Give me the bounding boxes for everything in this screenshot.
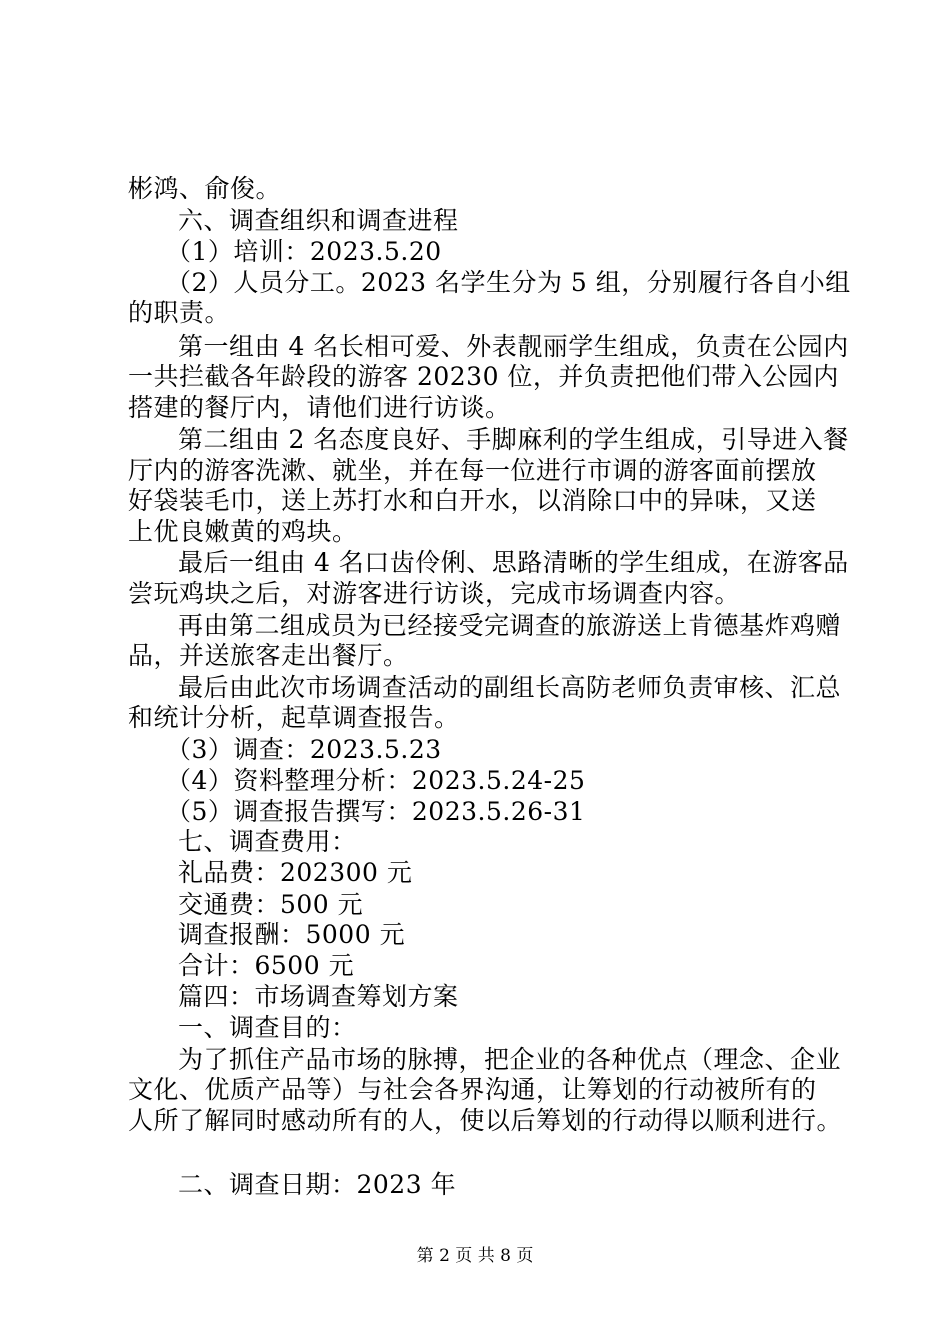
text-line: 礼品费：202300 元 — [178, 858, 413, 887]
text-line: （5）调查报告撰写：2023.5.26-31 — [166, 797, 586, 826]
text-line: 搭建的餐厅内，请他们进行访谈。 — [128, 393, 511, 422]
text-line: 文化、优质产品等）与社会各界沟通，让筹划的行动被所有的 — [128, 1075, 817, 1104]
text-line: 最后一组由 4 名口齿伶俐、思路清晰的学生组成，在游客品 — [178, 548, 849, 577]
text-line: 的职责。 — [128, 298, 231, 327]
text-line: 人所了解同时感动所有的人，使以后筹划的行动得以顺利进行。 — [128, 1106, 843, 1135]
text-line: 彬鸿、俞俊。 — [128, 174, 282, 203]
text-line: （4）资料整理分析：2023.5.24-25 — [166, 766, 586, 795]
text-line: 尝玩鸡块之后，对游客进行访谈，完成市场调查内容。 — [128, 579, 741, 608]
text-line: 为了抓住产品市场的脉搏，把企业的各种优点（理念、企业 — [178, 1045, 842, 1074]
section-heading: 二、调查日期：2023 年 — [178, 1170, 457, 1199]
text-line: 厅内的游客洗漱、就坐，并在每一位进行市调的游客面前摆放 — [128, 456, 817, 485]
text-line: 调查报酬：5000 元 — [178, 920, 406, 949]
section-heading: 六、调查组织和调查进程 — [178, 206, 459, 235]
section-heading: 篇四：市场调查筹划方案 — [178, 982, 459, 1011]
text-line: （3）调查：2023.5.23 — [166, 735, 442, 764]
text-line: （1）培训：2023.5.20 — [166, 237, 442, 266]
section-heading: 七、调查费用： — [178, 827, 357, 856]
text-line: 合计：6500 元 — [178, 951, 355, 980]
text-line: 第二组由 2 名态度良好、手脚麻利的学生组成，引导进入餐 — [178, 425, 849, 454]
text-line: （2）人员分工。2023 名学生分为 5 组，分别履行各自小组 — [166, 268, 851, 297]
text-line: 品，并送旅客走出餐厅。 — [128, 641, 409, 670]
section-heading: 一、调查目的： — [178, 1013, 357, 1042]
text-line: 上优良嫩黄的鸡块。 — [128, 517, 358, 546]
text-line: 最后由此次市场调查活动的副组长高防老师负责审核、汇总 — [178, 673, 842, 702]
text-line: 一共拦截各年龄段的游客 20230 位，并负责把他们带入公园内 — [128, 362, 839, 391]
text-line: 第一组由 4 名长相可爱、外表靓丽学生组成，负责在公园内 — [178, 332, 849, 361]
page-number-footer: 第 2 页 共 8 页 — [416, 1246, 534, 1266]
text-line: 交通费：500 元 — [178, 890, 364, 919]
text-line: 好袋装毛巾，送上苏打水和白开水，以消除口中的异味，又送 — [128, 486, 817, 515]
text-line: 和统计分析，起草调查报告。 — [128, 703, 460, 732]
text-line: 再由第二组成员为已经接受完调查的旅游送上肯德基炸鸡赠 — [178, 611, 842, 640]
